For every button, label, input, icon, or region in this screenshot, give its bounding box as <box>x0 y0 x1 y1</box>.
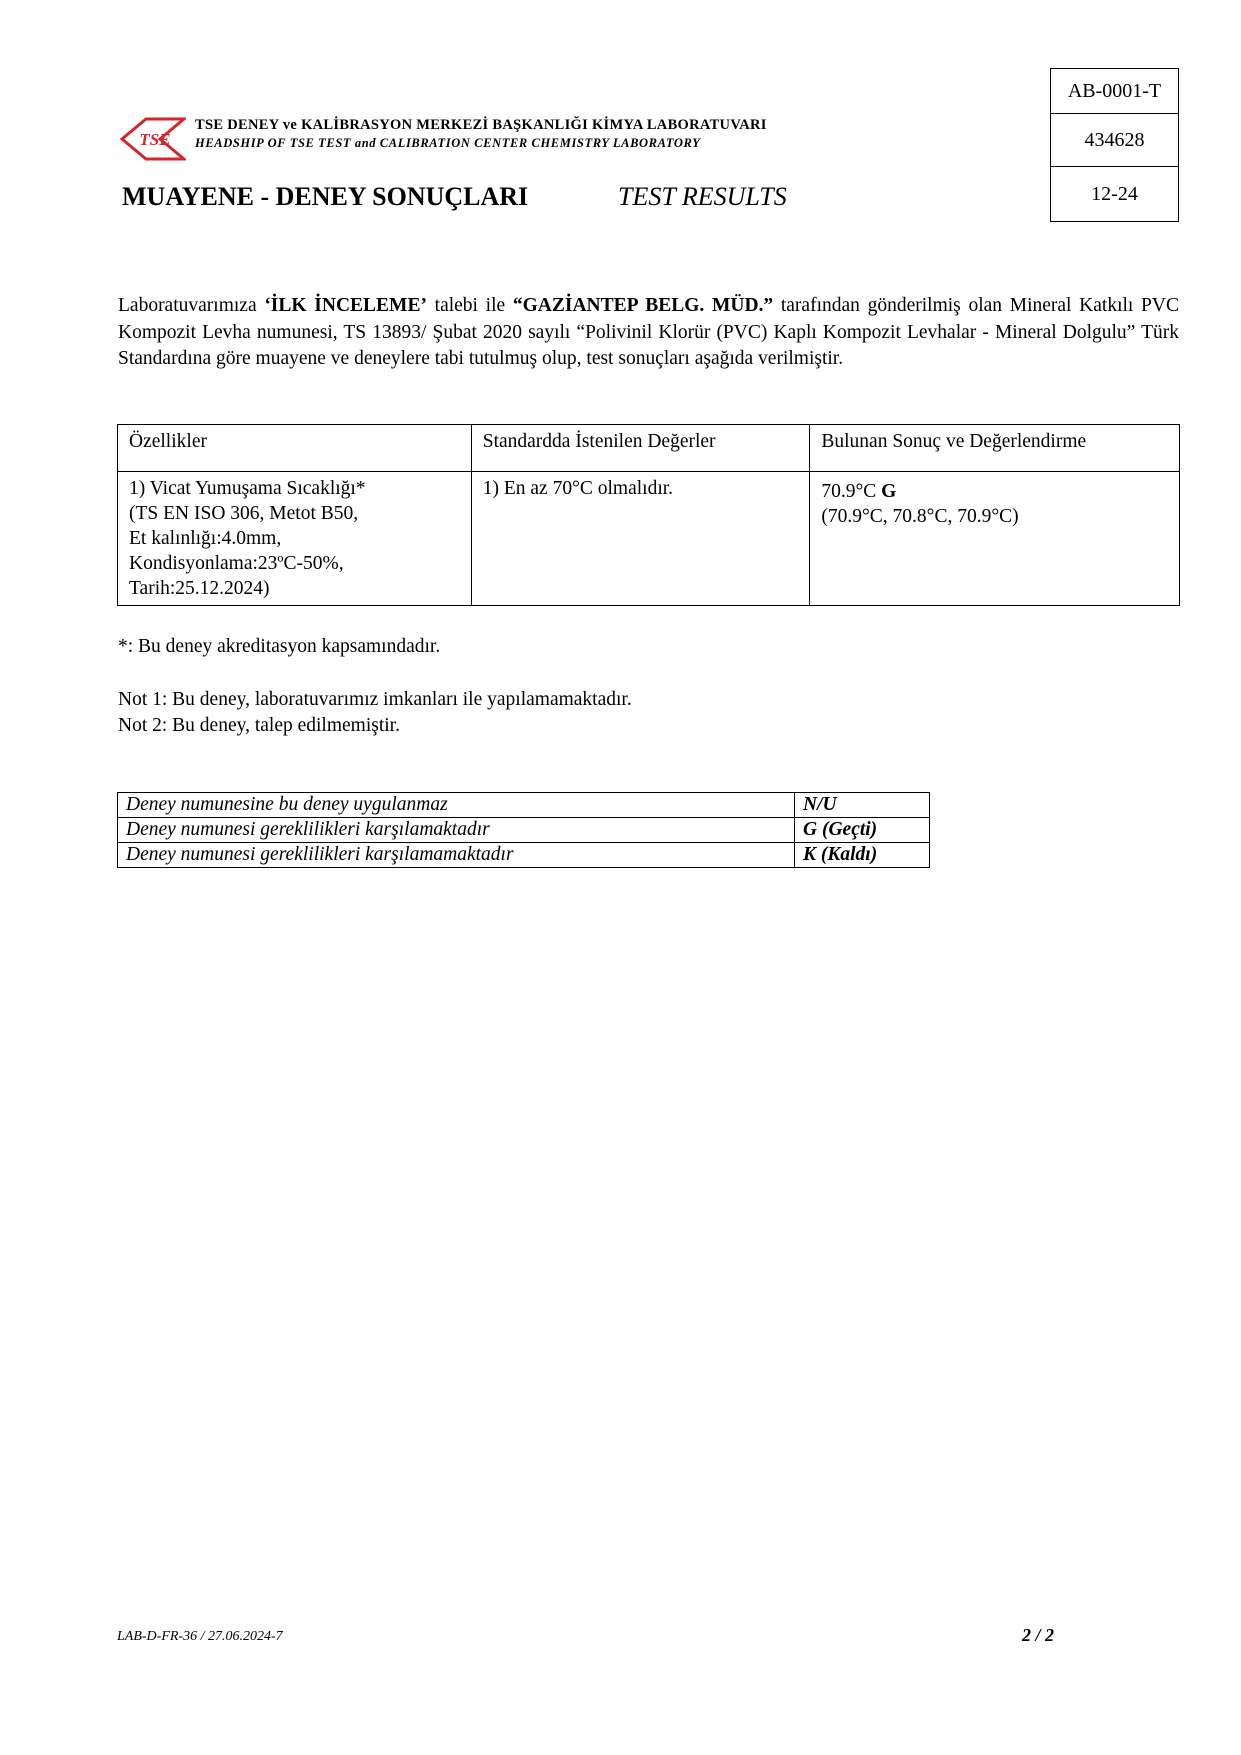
note-1: Not 1: Bu deney, laboratuvarımız imkanları ile yapılamamaktadır. <box>118 689 632 710</box>
legend-table <box>117 792 930 868</box>
legend-code: N/U <box>795 793 930 818</box>
legend-code: G (Geçti) <box>795 818 930 843</box>
legend-text: Deney numunesine bu deney uygulanmaz <box>118 793 795 818</box>
results-table <box>117 424 1180 606</box>
property-line: Tarih:25.12.2024) <box>129 578 270 599</box>
column-header-properties: Özellikler <box>118 425 472 472</box>
note-2: Not 2: Bu deney, talep edilmemiştir. <box>118 715 400 736</box>
legend-row <box>118 793 930 818</box>
org-name-en: HEADSHIP OF TSE TEST and CALIBRATION CENTER CHEMISTRY LABORATORY <box>195 136 701 150</box>
column-header-results: Bulunan Sonuç ve Değerlendirme <box>810 425 1180 472</box>
result-cell <box>810 472 1180 606</box>
page-title-en: TEST RESULTS <box>618 182 787 211</box>
property-line: Et kalınlığı:4.0mm, <box>129 528 282 549</box>
tse-logo <box>120 116 186 162</box>
legend-text: Deney numunesi gereklilikleri karşılamaktadır <box>118 818 795 843</box>
form-reference: LAB-D-FR-36 / 27.06.2024-7 <box>117 1629 283 1644</box>
legend-row <box>118 843 930 868</box>
request-type: ‘İLK İNCELEME’ <box>264 295 427 316</box>
property-line: 1) Vicat Yumuşama Sıcaklığı* <box>129 478 366 499</box>
intro-text-3: tarafından gönderilmiş olan Mineral Katkılı PVC Kompozit Levha numunesi, TS 13893/ Şubat 2020 sayılı “Polivinil Klorür (PVC) Kaplı Kompozit Levhalar - Mineral Dolgulu” Türk Standardına göre muayene ve deneylere tabi tutulmuş olup, test sonuçları aşağıda verilmiştir. <box>118 295 1179 369</box>
table-header-row <box>118 425 1180 472</box>
intro-paragraph <box>118 293 1179 373</box>
result-value: 70.9°C <box>821 481 882 502</box>
legend-text: Deney numunesi gereklilikleri karşılamamaktadır <box>118 843 795 868</box>
document-code-box <box>1050 68 1179 222</box>
page-number: 2 / 2 <box>1022 1625 1055 1645</box>
result-detail: (70.9°C, 70.8°C, 70.9°C) <box>821 506 1019 527</box>
result-grade: G <box>881 481 897 502</box>
column-header-requirements: Standardda İstenilen Değerler <box>471 425 810 472</box>
intro-text-1: Laboratuvarımıza <box>118 295 265 316</box>
property-cell <box>118 472 472 606</box>
intro-text-2: talebi ile <box>426 295 513 316</box>
report-number: 434628 <box>1051 114 1178 167</box>
report-period: 12-24 <box>1091 182 1138 205</box>
table-row <box>118 472 1180 606</box>
requirement-cell: 1) En az 70°C olmalıdır. <box>471 472 810 606</box>
svg-text:TSE: TSE <box>139 130 171 149</box>
legend-row <box>118 818 930 843</box>
property-line: (TS EN ISO 306, Metot B50, <box>129 503 359 524</box>
legend-code: K (Kaldı) <box>795 843 930 868</box>
form-code: AB-0001-T <box>1051 69 1178 114</box>
accreditation-note: *: Bu deney akreditasyon kapsamındadır. <box>118 636 441 657</box>
requester-name: “GAZİANTEP BELG. MÜD.” <box>512 295 774 316</box>
org-name-tr: TSE DENEY ve KALİBRASYON MERKEZİ BAŞKANLIĞI KİMYA LABORATUVARI <box>195 117 767 133</box>
page-title: MUAYENE - DENEY SONUÇLARI <box>122 182 529 211</box>
property-line: Kondisyonlama:23ºC-50%, <box>129 553 344 574</box>
